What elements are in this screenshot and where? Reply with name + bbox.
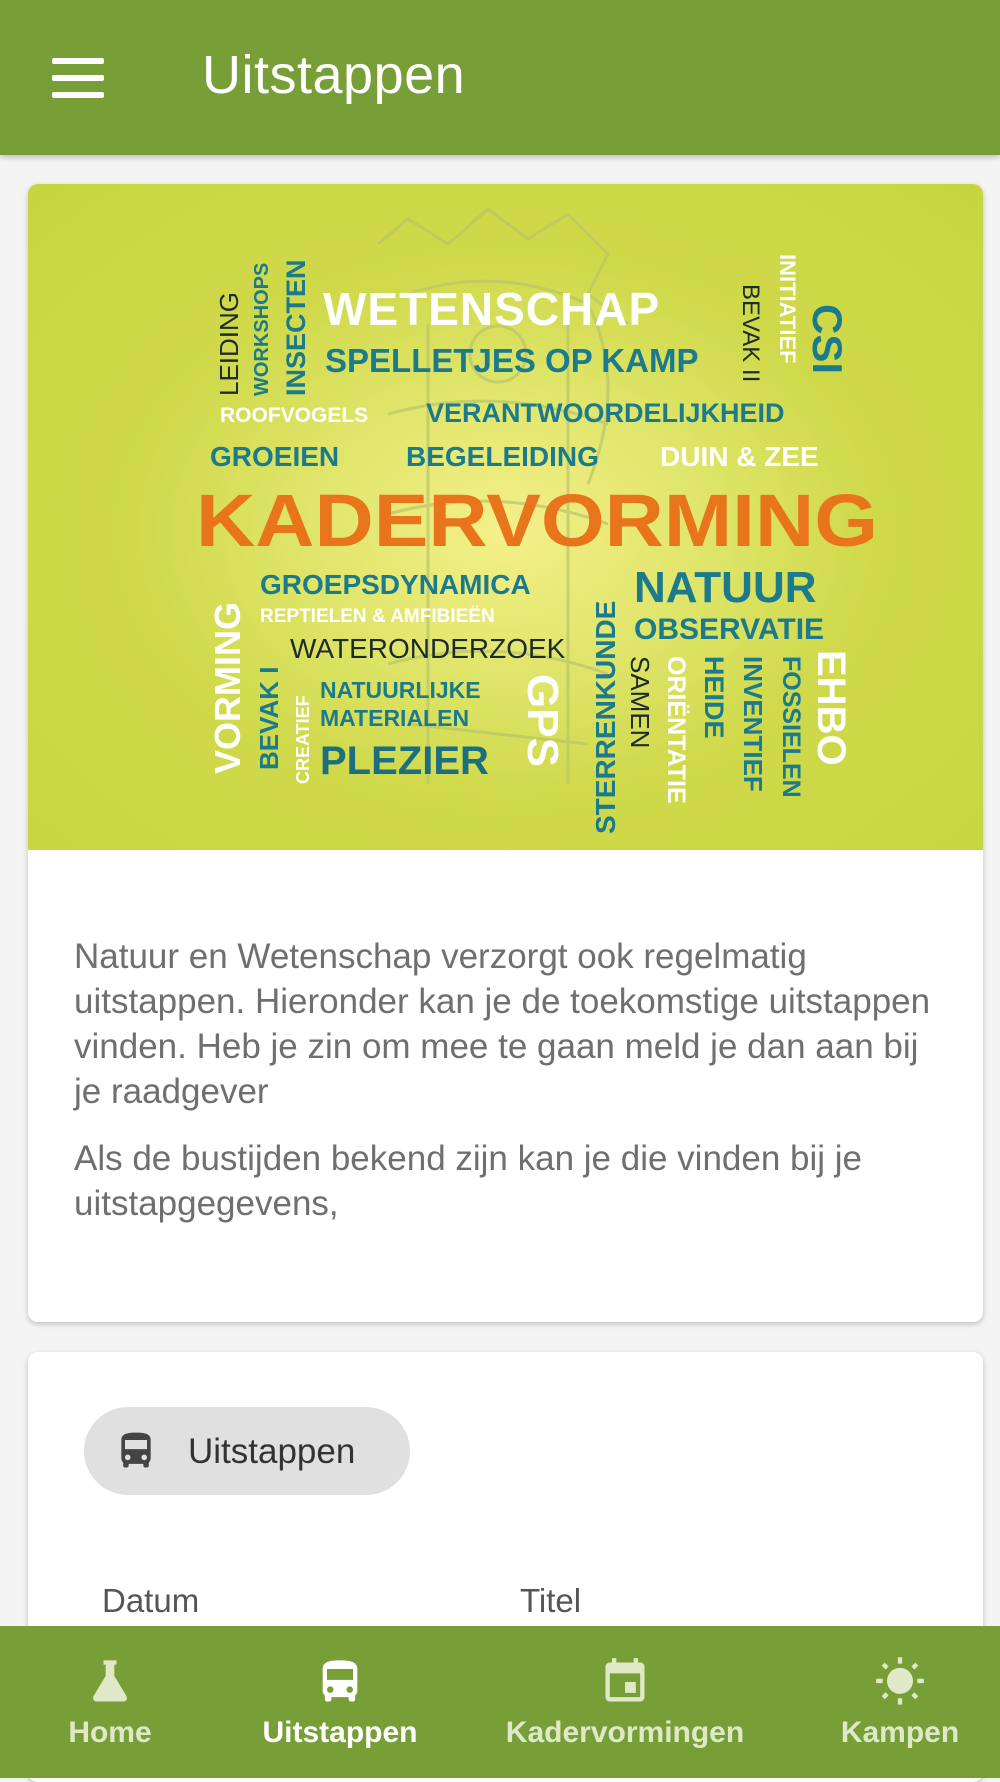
word-bevak-i: BEVAK I: [254, 666, 284, 770]
word-bevak-ii: BEVAK II: [737, 284, 764, 383]
nav-item-kadervormingen[interactable]: [480, 1626, 770, 1778]
word-roofvogels: ROOFVOGELS: [220, 404, 369, 427]
nav-label-uitstappen: Uitstappen: [262, 1716, 418, 1749]
nav-item-kampen[interactable]: [820, 1626, 980, 1778]
word-natuurlijke: NATUURLIJKE: [320, 677, 481, 703]
intro-text: [74, 934, 944, 1248]
kadervorming-word-cloud-banner: [28, 184, 983, 850]
word-wetenschap: WETENSCHAP: [323, 283, 661, 335]
top-app-bar: [0, 0, 1000, 155]
word-ehbo: EHBO: [809, 650, 853, 766]
word-initiatief: INITIATIEF: [775, 254, 800, 364]
word-samen: SAMEN: [625, 656, 655, 749]
word-orientatie: ORIËNTATIE: [662, 656, 690, 804]
bus-icon: [314, 1656, 366, 1708]
word-wateronderzoek: WATERONDERZOEK: [290, 633, 566, 664]
intro-paragraph-2: Als de bustijden bekend zijn kan je die vinden bij je uitstapgegevens,: [74, 1139, 863, 1223]
column-header-datum[interactable]: Datum: [102, 1582, 200, 1619]
word-spelletjes-op-kamp: SPELLETJES OP KAMP: [325, 342, 699, 379]
word-workshops: WORKSHOPS: [251, 262, 273, 396]
calendar-icon: [599, 1656, 651, 1708]
word-plezier: PLEZIER: [320, 739, 489, 783]
word-duin-en-zee: DUIN & ZEE: [660, 441, 819, 472]
flask-icon: [84, 1656, 136, 1708]
word-inventief: INVENTIEF: [738, 656, 768, 792]
word-kadervorming: KADERVORMING: [196, 479, 878, 562]
sun-icon: [874, 1656, 926, 1708]
nav-label-kampen: Kampen: [840, 1716, 960, 1749]
nav-label-home: Home: [68, 1716, 152, 1749]
bus-icon: [114, 1429, 158, 1473]
word-groepsdynamica: GROEPSDYNAMICA: [260, 569, 531, 600]
word-begeleiding: BEGELEIDING: [406, 441, 599, 472]
nav-item-uitstappen[interactable]: [240, 1626, 440, 1778]
page-title: Uitstappen: [202, 45, 466, 105]
word-leiding: LEIDING: [214, 291, 244, 396]
word-sterrenkunde: STERRENKUNDE: [590, 600, 621, 834]
word-cloud: [28, 184, 983, 850]
word-reptielen-amfibieen: REPTIELEN & AMFIBIEËN: [260, 606, 495, 627]
intro-paragraph-1: Natuur en Wetenschap verzorgt ook regelmatig uitstappen. Hieronder kan je de toekomstige uitstappen vinden. Heb je zin om mee te gaan meld je dan aan bij je raadgever: [74, 937, 931, 1111]
word-observatie: OBSERVATIE: [634, 613, 825, 646]
column-header-titel[interactable]: Titel: [520, 1582, 582, 1619]
word-csi: CSI: [804, 304, 851, 375]
intro-card: [28, 184, 983, 1322]
word-vorming: VORMING: [207, 601, 248, 774]
bottom-navigation: [0, 1626, 1000, 1778]
chip-label: Uitstappen: [188, 1432, 356, 1471]
uitstappen-chip[interactable]: [84, 1407, 410, 1495]
word-creatief: CREATIEF: [293, 695, 313, 784]
word-groeien: GROEIEN: [210, 441, 340, 472]
word-insecten: INSECTEN: [281, 259, 311, 396]
hamburger-menu-icon[interactable]: [52, 58, 106, 98]
word-heide: HEIDE: [699, 656, 729, 739]
word-materialen: MATERIALEN: [320, 705, 470, 731]
nav-item-home[interactable]: [30, 1626, 190, 1778]
nav-label-kadervormingen: Kadervormingen: [505, 1716, 745, 1749]
word-natuur: NATUUR: [634, 563, 817, 612]
word-verantwoordelijkheid: VERANTWOORDELIJKHEID: [426, 398, 785, 428]
word-fossielen: FOSSIELEN: [777, 656, 805, 798]
word-gps: GPS: [518, 674, 567, 767]
